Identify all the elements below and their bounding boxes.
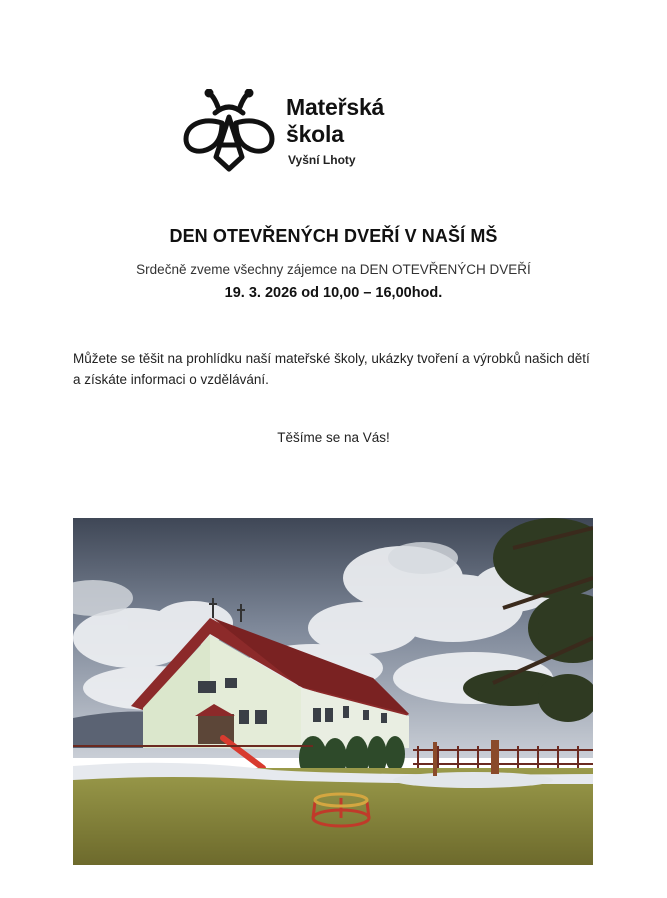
event-date: 19. 3. 2026 od 10,00 – 16,00hod. [224, 285, 443, 301]
invitation-text: Srdečně zveme všechny zájemce na DEN OTEVŘENÝCH DVEŘÍ [136, 262, 531, 277]
closing-text: Těšíme se na Vás! [277, 430, 390, 445]
logo-title [286, 94, 384, 148]
page-title: DEN OTEVŘENÝCH DVEŘÍ V NAŠÍ MŠ [169, 226, 498, 246]
school-logo [182, 89, 422, 175]
logo-subtitle: Vyšní Lhoty [288, 153, 356, 167]
body-paragraph: Můžete se těšit na prohlídku naší mateřské školy, ukázky tvoření a výrobků našich dětí a získáte informaci o vzdělávání. [73, 351, 590, 387]
logo-title-line2: škola [286, 121, 344, 147]
logo-title-line1: Mateřská [286, 94, 385, 120]
kindergarten-building-photo [73, 518, 593, 865]
bee-icon [182, 89, 276, 175]
